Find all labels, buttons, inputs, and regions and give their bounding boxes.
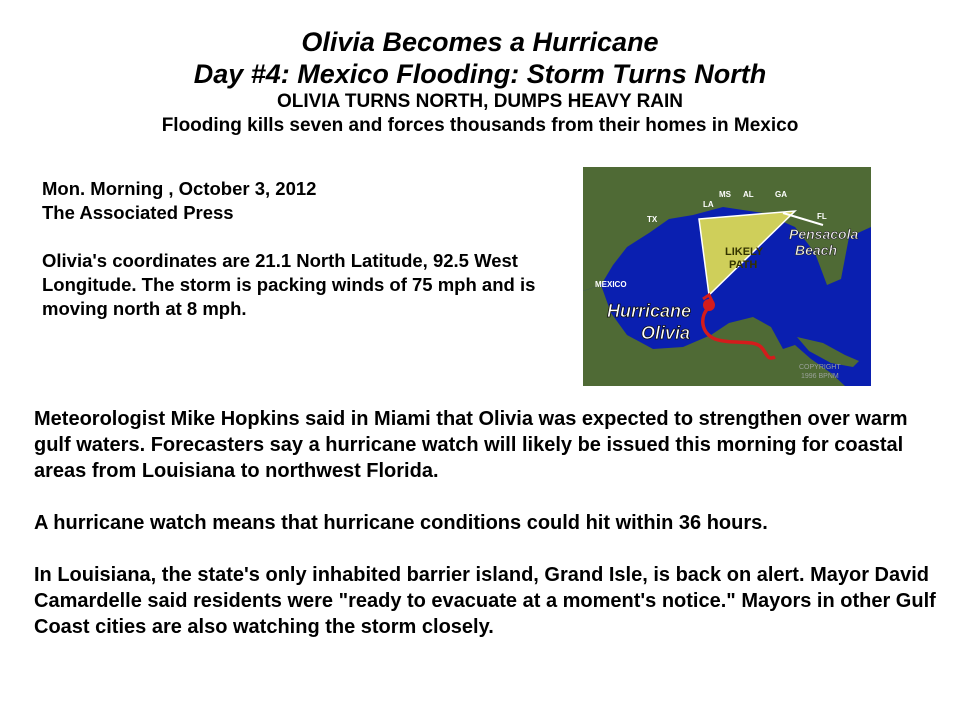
paragraph-forecast: Meteorologist Mike Hopkins said in Miami that Olivia was expected to strengthen over warm gulf waters. Forecasters say a hurricane watch will likely be issued this morning for coastal areas from Louisiana to northwest Florida. (34, 408, 908, 482)
label-la: LA (703, 200, 714, 209)
label-mexico: MEXICO (595, 280, 627, 289)
dateline: Mon. Morning , October 3, 2012 (42, 178, 317, 199)
label-copyright: COPYRIGHT (799, 364, 841, 371)
paragraph-louisiana: In Louisiana, the state's only inhabited barrier island, Grand Isle, is back on alert. Mayor David Camardelle said residents were "ready to evacuate at a moment's notice." Mayors in other Gulf Coast cities are also watching the storm closely. (34, 564, 936, 638)
news-source: The Associated Press (42, 202, 234, 223)
subheadline: Flooding kills seven and forces thousands from their homes in Mexico (161, 115, 799, 136)
page-subtitle: Day #4: Mexico Flooding: Storm Turns North (193, 59, 767, 89)
hurricane-map (583, 167, 871, 386)
headline: OLIVIA TURNS NORTH, DUMPS HEAVY RAIN (276, 91, 684, 112)
label-copyright-year: 1996 BPNM (801, 373, 839, 380)
coordinates-paragraph: Olivia's coordinates are 21.1 North Latitude, 92.5 West Longitude. The storm is packing winds of 75 mph and is moving north at 8 mph. (42, 250, 536, 319)
title-block (0, 26, 960, 138)
label-path: PATH (729, 259, 758, 271)
label-fl: FL (817, 212, 827, 221)
label-likely: LIKELY (725, 246, 764, 258)
label-tx: TX (647, 215, 658, 224)
label-hurricane: Hurricane (607, 301, 692, 321)
article-body (34, 406, 949, 666)
label-ga: GA (775, 190, 787, 199)
paragraph-watch-definition: A hurricane watch means that hurricane conditions could hit within 36 hours. (34, 512, 768, 534)
label-olivia: Olivia (641, 323, 691, 343)
article-intro (42, 177, 567, 321)
label-pensacola: Pensacola (789, 226, 859, 242)
paragraph-spacer (42, 225, 567, 249)
page-title: Olivia Becomes a Hurricane (301, 27, 659, 57)
label-beach: Beach (795, 242, 838, 258)
label-al: AL (743, 190, 754, 199)
label-ms: MS (719, 190, 731, 199)
gulf-map-graphic (583, 167, 871, 386)
